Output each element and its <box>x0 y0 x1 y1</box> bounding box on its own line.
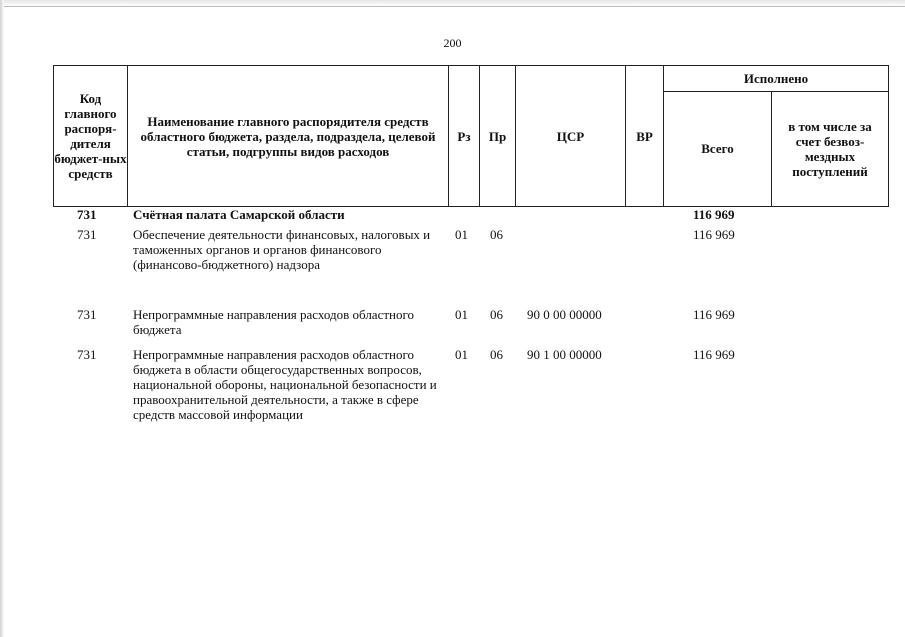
row-pr: 06 <box>490 307 503 322</box>
row-total: 116 969 <box>693 347 735 362</box>
row-code: 731 <box>77 207 97 222</box>
header-csr: ЦСР <box>516 66 626 206</box>
row-name: Обеспечение деятельности финансовых, налоговых и таможенных органов и органов финансового (финансово-бюджетного) надзора <box>133 227 431 272</box>
header-name: Наименование главного распорядителя средств областного бюджета, раздела, подраздела, целевой статьи, подгруппы видов расходов <box>128 66 449 206</box>
page-number: 200 <box>443 36 462 50</box>
row-pr: 06 <box>490 347 503 362</box>
table-header <box>53 65 889 207</box>
scan-left-edge <box>0 0 4 637</box>
row-name: Непрограммные направления расходов областного бюджета в области общегосударственных вопросов, национальной обороны, национальной безопасности и правоохранительной деятельности, а также в сфере средств массовой информации <box>133 347 437 422</box>
row-code: 731 <box>77 347 97 362</box>
row-name: Непрограммные направления расходов областного бюджета <box>133 307 414 337</box>
row-code: 731 <box>77 307 97 322</box>
header-free-receipts: в том числе за счет безвоз-мездных поступлений <box>788 118 872 179</box>
scan-top-edge <box>0 0 905 7</box>
row-csr: 90 1 00 00000 <box>527 347 602 362</box>
row-rz: 01 <box>455 227 468 242</box>
row-pr: 06 <box>490 227 503 242</box>
header-pr: Пр <box>480 66 516 206</box>
row-rz: 01 <box>455 307 468 322</box>
row-total: 116 969 <box>693 227 735 242</box>
header-vr: ВР <box>626 66 664 206</box>
row-code: 731 <box>77 227 97 242</box>
row-total: 116 969 <box>693 307 735 322</box>
header-total: Всего <box>664 91 772 206</box>
row-name: Счётная палата Самарской области <box>133 207 345 222</box>
row-csr: 90 0 00 00000 <box>527 307 602 322</box>
header-rz: Рз <box>449 66 480 206</box>
header-code: Код главного распоря-дителя бюджет-ных средств <box>54 66 128 206</box>
header-executed: Исполнено <box>664 66 888 92</box>
row-total: 116 969 <box>693 207 735 222</box>
row-rz: 01 <box>455 347 468 362</box>
